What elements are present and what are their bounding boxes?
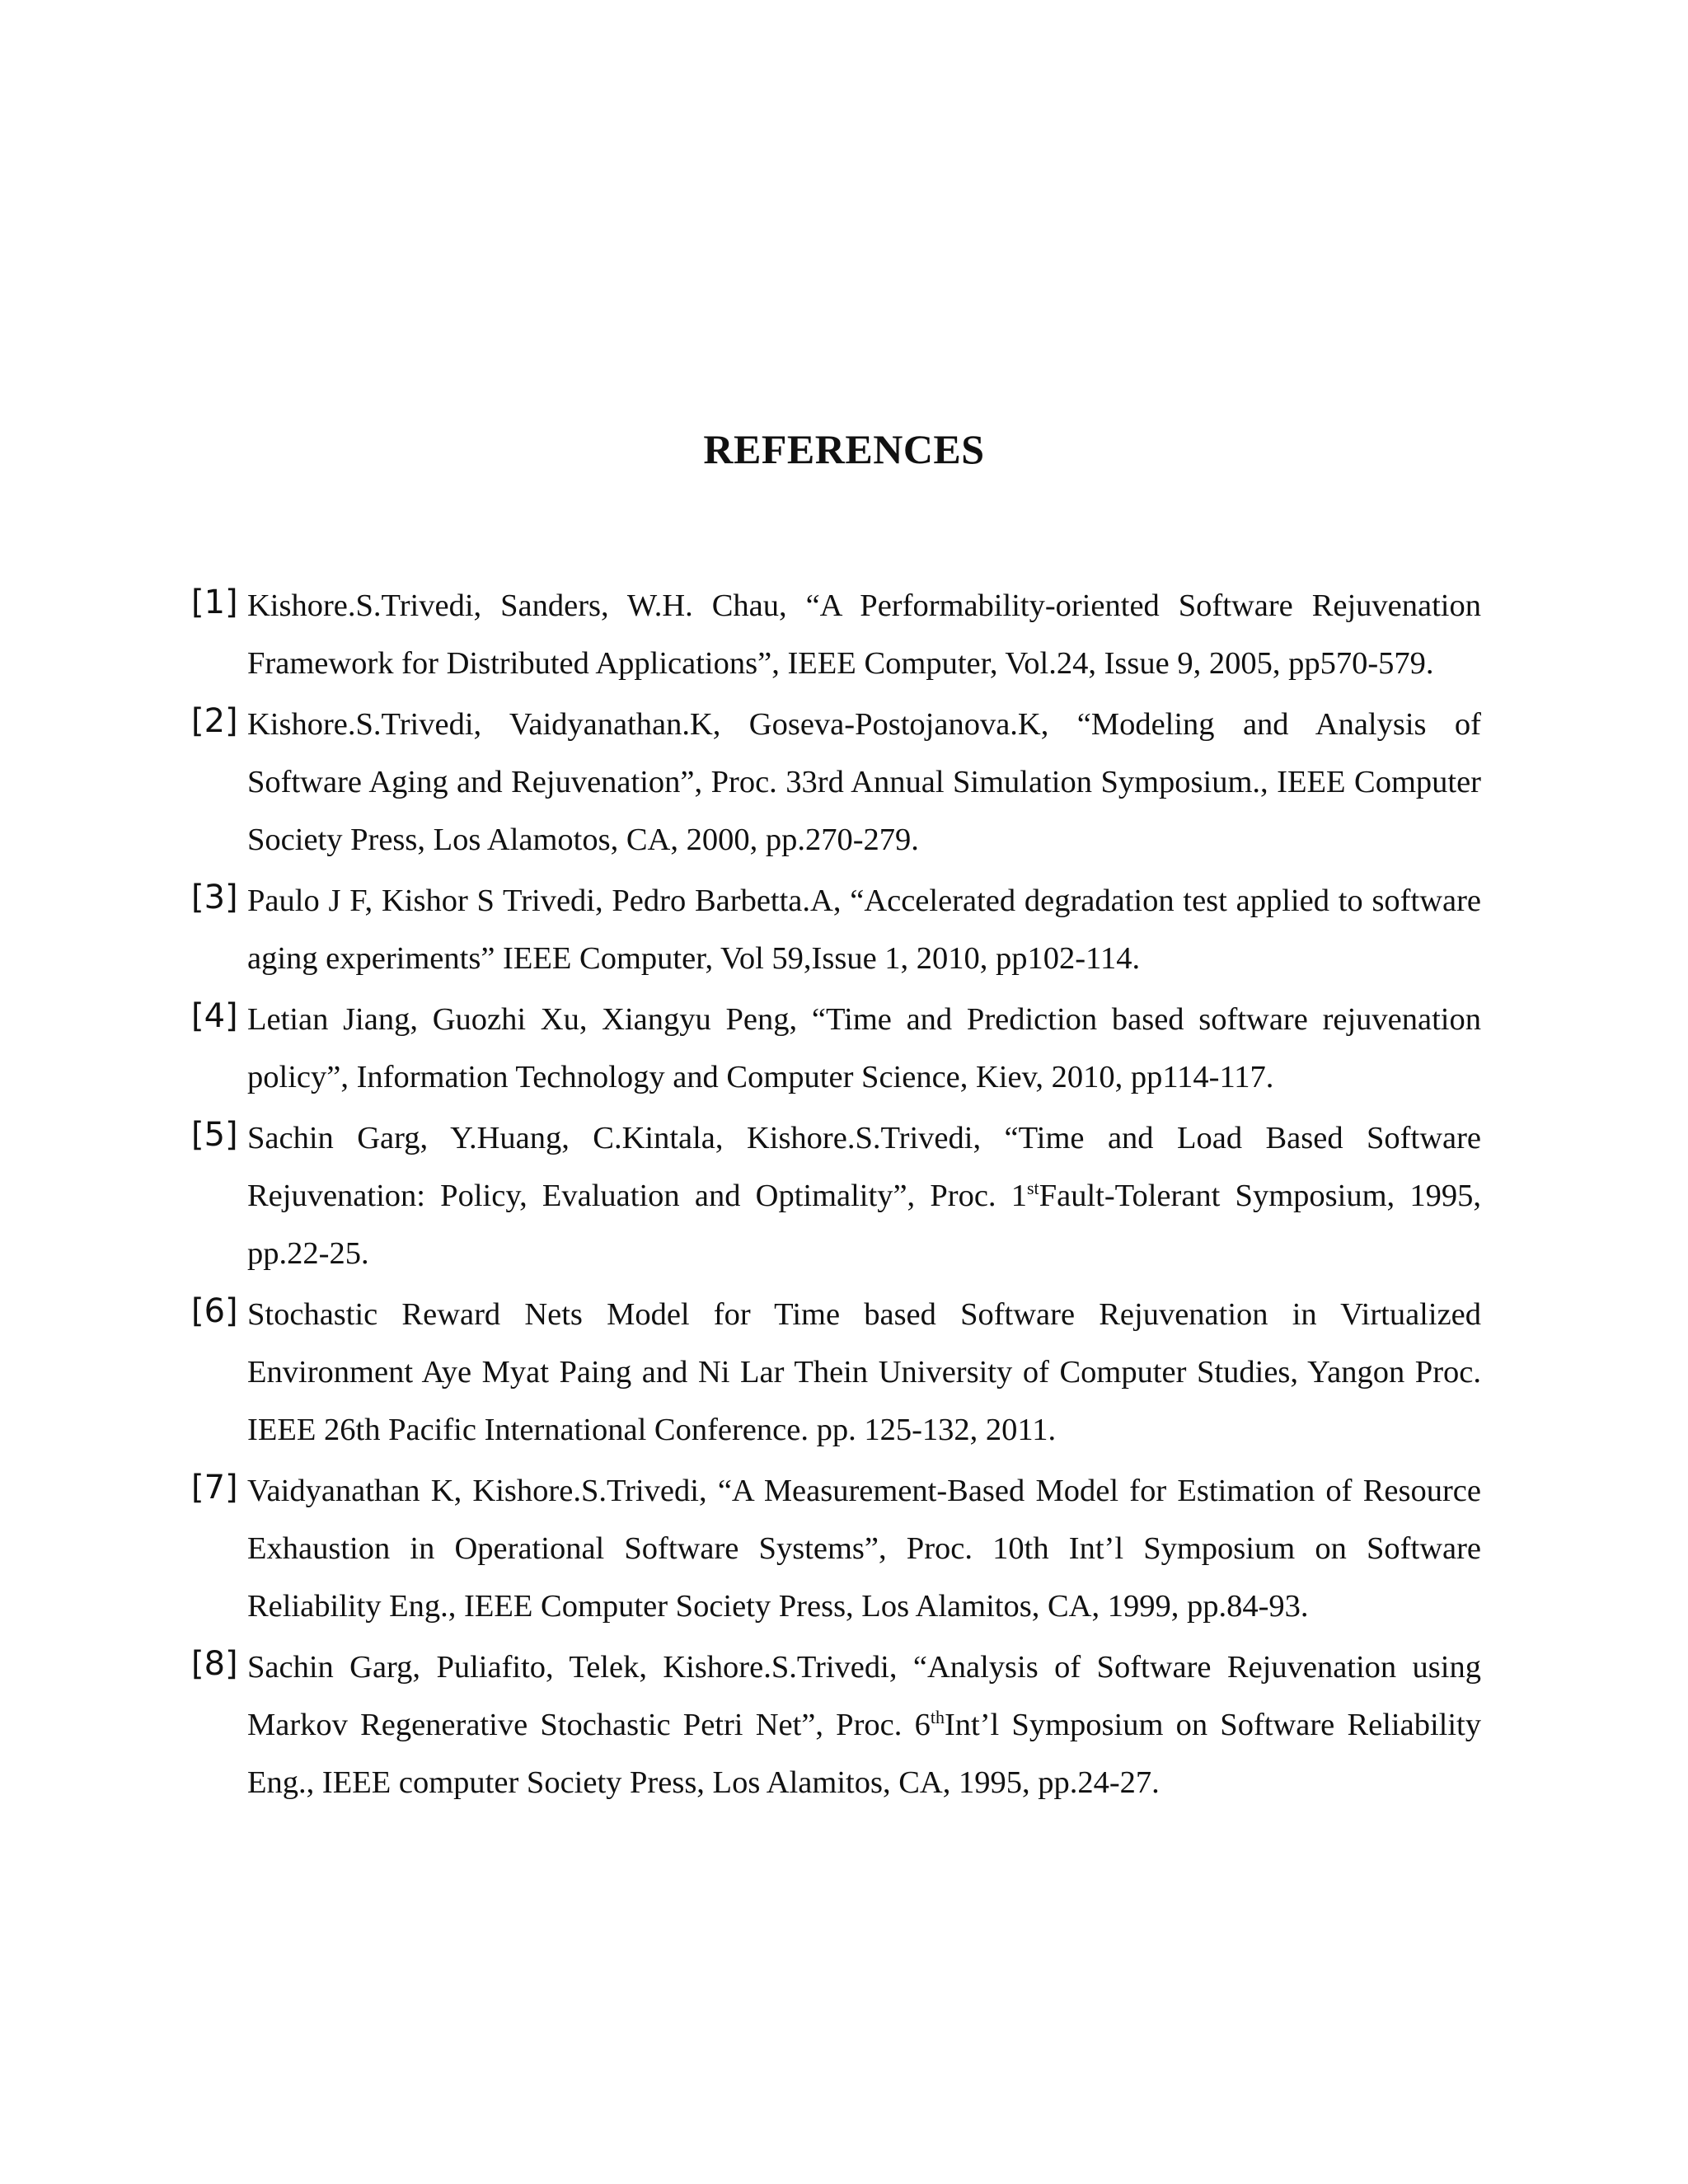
reference-text-run: Sachin Garg, Y.Huang, C.Kintala, Kishore.S.Trivedi, “Time and Load Based Software Rejuvenation: Policy, Evaluation and Optimality”, Proc. 1 [247,1121,1481,1213]
reference-number: [3] [191,879,238,916]
reference-text-run: Stochastic Reward Nets Model for Time based Software Rejuvenation in Virtualized Environment Aye Myat Paing and Ni Lar Thein University of Computer Studies, Yangon Proc. IEEE 26th Pacific International Conference. pp. 125-132, 2011. [247,1297,1481,1447]
reference-text [247,1638,1481,1811]
reference-number: [7] [191,1469,238,1507]
reference-text [247,1462,1481,1635]
reference-text [247,1109,1481,1282]
reference-item [191,1286,1481,1459]
reference-text [247,872,1481,987]
superscript: th [930,1707,945,1728]
reference-number: [1] [191,583,238,621]
reference-number: [8] [191,1645,238,1683]
reference-text [247,991,1481,1106]
reference-text-run: Int’l Symposium on Software Reliability Eng., IEEE computer Society Press, Los Alamitos, CA, 1995, pp.24-27. [247,1708,1481,1800]
reference-number: [4] [191,997,238,1035]
reference-text-run: Paulo J F, Kishor S Trivedi, Pedro Barbetta.A, “Accelerated degradation test applied to software aging experiments” IEEE Computer, Vol 59,Issue 1, 2010, pp102-114. [247,883,1481,976]
reference-text [247,1286,1481,1459]
reference-text-run: Kishore.S.Trivedi, Sanders, W.H. Chau, “A Performability-oriented Software Rejuvenation Framework for Distributed Applications”, IEEE Computer, Vol.24, Issue 9, 2005, pp570-579. [247,588,1481,681]
superscript: st [1027,1178,1039,1199]
reference-item [191,991,1481,1106]
reference-text [247,577,1481,692]
reference-text-run: Letian Jiang, Guozhi Xu, Xiangyu Peng, “Time and Prediction based software rejuvenation policy”, Information Technology and Computer Science, Kiev, 2010, pp114-117. [247,1002,1481,1094]
reference-item [191,1638,1481,1811]
reference-item [191,1462,1481,1635]
reference-text-run: Fault-Tolerant Symposium, 1995, pp.22-25. [247,1179,1481,1271]
reference-number: [6] [191,1292,238,1330]
reference-text-run: Kishore.S.Trivedi, Vaidyanathan.K, Goseva-Postojanova.K, “Modeling and Analysis of Software Aging and Rejuvenation”, Proc. 33rd Annual Simulation Symposium., IEEE Computer Society Press, Los Alamotos, CA, 2000, pp.270-279. [247,707,1481,857]
page-title: REFERENCES [703,426,985,472]
reference-number: [5] [191,1116,238,1154]
reference-item [191,577,1481,692]
reference-text-run: Sachin Garg, Puliafito, Telek, Kishore.S.Trivedi, “Analysis of Software Rejuvenation using Markov Regenerative Stochastic Petri Net”, Proc. 6 [247,1650,1481,1742]
references-list [191,577,1481,1815]
reference-text [247,696,1481,869]
reference-text-run: Vaidyanathan K, Kishore.S.Trivedi, “A Measurement-Based Model for Estimation of Resource Exhaustion in Operational Software Systems”, Proc. 10th Int’l Symposium on Software Reliability Eng., IEEE Computer Society Press, Los Alamitos, CA, 1999, pp.84-93. [247,1474,1481,1624]
reference-item [191,696,1481,869]
reference-item [191,872,1481,987]
reference-number: [2] [191,702,238,740]
reference-item [191,1109,1481,1282]
